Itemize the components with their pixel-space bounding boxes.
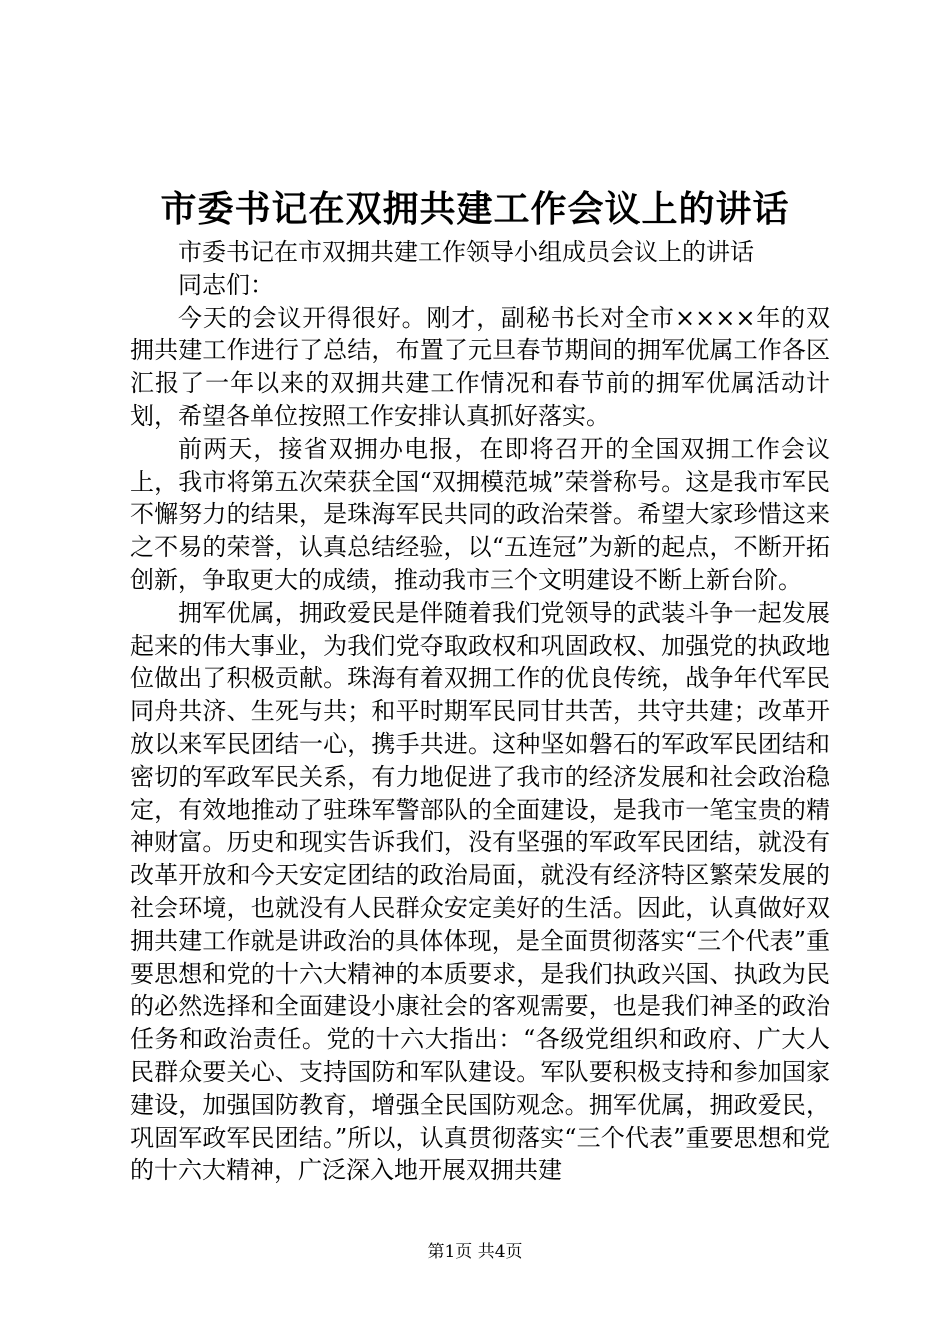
- page-number-footer: 第1页 共4页: [427, 1242, 523, 1262]
- document-subtitle: 市委书记在市双拥共建工作领导小组成员会议上的讲话: [178, 238, 754, 266]
- salutation: 同志们：: [178, 270, 274, 299]
- document-body: [130, 236, 830, 1187]
- document-title: 市委书记在双拥共建工作会议上的讲话: [160, 188, 790, 230]
- paragraph-2: 前两天，接省双拥办电报，在即将召开的全国双拥工作会议上，我市将第五次荣获全国“双拥模范城”荣誉称号。这是我市军民不懈努力的结果，是珠海军民共同的政治荣誉。希望大家珍惜这来之不易的荣誉，认真总结经验，以“五连冠”为新的起点，不断开拓创新，争取更大的成绩，推动我市三个文明建设不断上新台阶。: [130, 434, 830, 594]
- paragraph-1: 今天的会议开得很好。刚才，副秘书长对全市××××年的双拥共建工作进行了总结，布置了元旦春节期间的拥军优属工作各区汇报了一年以来的双拥共建工作情况和春节前的拥军优属活动计划，希望各单位按照工作安排认真抓好落实。: [130, 303, 830, 430]
- paragraph-3: 拥军优属，拥政爱民是伴随着我们党领导的武装斗争一起发展起来的伟大事业，为我们党夺取政权和巩固政权、加强党的执政地位做出了积极贡献。珠海有着双拥工作的优良传统，战争年代军民同舟共济、生死与共；和平时期军民同甘共苦，共守共建；改革开放以来军民团结一心，携手共进。这种坚如磐石的军政军民团结和密切的军政军民关系，有力地促进了我市的经济发展和社会政治稳定，有效地推动了驻珠军警部队的全面建设，是我市一笔宝贵的精神财富。历史和现实告诉我们，没有坚强的军政军民团结，就没有改革开放和今天安定团结的政治局面，就没有经济特区繁荣发展的社会环境，也就没有人民群众安定美好的生活。因此，认真做好双拥共建工作就是讲政治的具体体现，是全面贯彻落实“三个代表”重要思想和党的十六大精神的本质要求，是我们执政兴国、执政为民的必然选择和全面建设小康社会的客观需要，也是我们神圣的政治任务和政治责任。党的十六大指出：“各级党组织和政府、广大人民群众要关心、支持国防和军队建设。军队要积极支持和参加国家建设，加强国防教育，增强全民国防观念。拥军优属，拥政爱民，巩固军政军民团结。”所以，认真贯彻落实“三个代表”重要思想和党的十六大精神，广泛深入地开展双拥共建: [130, 598, 830, 1185]
